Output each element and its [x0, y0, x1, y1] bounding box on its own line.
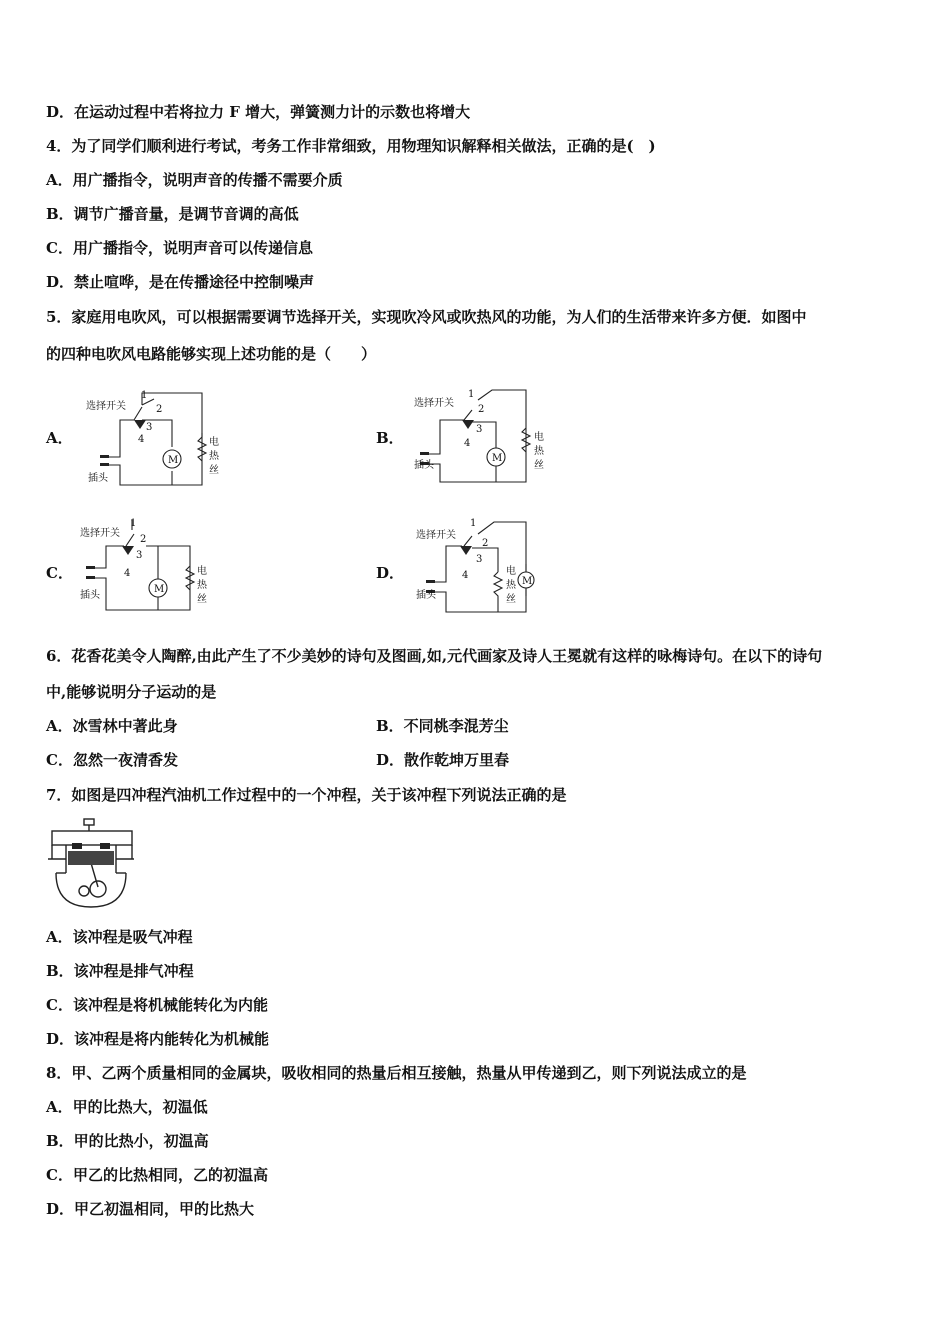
plug-label: 插头	[80, 590, 100, 601]
motor-label: M	[168, 455, 179, 466]
svg-text:热: 热	[534, 446, 544, 457]
svg-text:2: 2	[140, 534, 147, 545]
svg-text:2: 2	[156, 404, 163, 415]
circuit-diagram-d	[412, 516, 562, 616]
svg-text:4: 4	[138, 434, 145, 445]
q5-option-c-label: C．	[46, 564, 73, 582]
plug-label: 插头	[88, 473, 108, 484]
q4-option-b: B．调节广播音量，是调节音调的高低	[46, 205, 299, 223]
svg-text:电: 电	[534, 432, 544, 443]
svg-text:丝: 丝	[534, 460, 544, 471]
q6-stem-line2: 中,能够说明分子运动的是	[46, 683, 217, 701]
svg-text:1: 1	[130, 518, 137, 529]
q6-option-a: A．冰雪林中著此身	[46, 717, 178, 735]
switch-label: 选择开关	[80, 528, 120, 539]
q6-option-d: D．散作乾坤万里春	[376, 751, 510, 769]
switch-label: 选择开关	[86, 401, 126, 412]
q3-option-d: D．在运动过程中若将拉力 F 增大，弹簧测力计的示数也将增大	[46, 103, 471, 121]
q4-option-a: A．用广播指令，说明声音的传播不需要介质	[46, 171, 343, 189]
svg-text:1: 1	[470, 518, 477, 529]
switch-label: 选择开关	[414, 398, 454, 409]
svg-text:2: 2	[478, 404, 485, 415]
q6-option-c: C．忽然一夜清香发	[46, 751, 178, 769]
q7-stem: 7．如图是四冲程汽油机工作过程中的一个冲程，关于该冲程下列说法正确的是	[46, 786, 567, 804]
svg-text:3: 3	[146, 422, 153, 433]
svg-text:丝: 丝	[506, 594, 516, 605]
q8-stem: 8．甲、乙两个质量相同的金属块，吸收相同的热量后相互接触，热量从甲传递到乙，则下列说法成立的是	[46, 1064, 747, 1082]
engine-cylinder-diagram	[46, 815, 136, 911]
svg-text:4: 4	[464, 438, 471, 449]
svg-text:电: 电	[506, 566, 516, 577]
motor-label: M	[522, 576, 533, 587]
circuit-diagram-c	[76, 516, 226, 616]
svg-text:丝: 丝	[209, 465, 219, 476]
q8-option-a: A．甲的比热大，初温低	[46, 1098, 208, 1116]
q5-option-d-label: D．	[376, 564, 405, 582]
svg-text:热: 热	[209, 451, 219, 462]
svg-text:3: 3	[136, 550, 143, 561]
q7-option-b: B．该冲程是排气冲程	[46, 962, 194, 980]
svg-text:3: 3	[476, 424, 483, 435]
svg-text:电: 电	[209, 437, 219, 448]
q4-option-d: D．禁止喧哗，是在传播途径中控制噪声	[46, 273, 315, 291]
q4-stem: 4．为了同学们顺利进行考试，考务工作非常细致，用物理知识解释相关做法，正确的是( )	[46, 137, 656, 155]
q5-option-a-label: A．	[46, 429, 73, 447]
q7-option-c: C．该冲程是将机械能转化为内能	[46, 996, 268, 1014]
switch-label: 选择开关	[416, 530, 456, 541]
q6-stem-line1: 6．花香花美令人陶醉,由此产生了不少美妙的诗句及图画,如,元代画家及诗人王冕就有这样的咏梅诗句。在以下的诗句	[46, 647, 823, 665]
q6-option-b: B．不同桃李混芳尘	[376, 717, 509, 735]
plug-label: 插头	[416, 590, 436, 601]
svg-text:热: 热	[197, 580, 207, 591]
q5-stem-line1: 5．家庭用电吹风，可以根据需要调节选择开关，实现吹冷风或吹热风的功能，为人们的生活带来许多方便．如图中	[46, 308, 807, 326]
q7-option-d: D．该冲程是将内能转化为机械能	[46, 1030, 270, 1048]
svg-text:电: 电	[197, 566, 207, 577]
svg-text:3: 3	[476, 554, 483, 565]
q5-stem-line2: 的四种电吹风电路能够实现上述功能的是（ ）	[46, 345, 377, 363]
q5-option-b-label: B．	[376, 429, 404, 447]
q4-option-c: C．用广播指令，说明声音可以传递信息	[46, 239, 313, 257]
motor-label: M	[492, 453, 503, 464]
q8-option-b: B．甲的比热小，初温高	[46, 1132, 209, 1150]
svg-text:热: 热	[506, 580, 516, 591]
svg-text:1: 1	[141, 390, 148, 401]
circuit-diagram-a	[80, 385, 230, 490]
svg-text:4: 4	[124, 568, 131, 579]
motor-label: M	[154, 584, 165, 595]
circuit-diagram-b	[410, 382, 560, 487]
svg-text:2: 2	[482, 538, 489, 549]
svg-text:丝: 丝	[197, 594, 207, 605]
svg-text:4: 4	[462, 570, 469, 581]
svg-text:1: 1	[468, 389, 475, 400]
q7-option-a: A．该冲程是吸气冲程	[46, 928, 193, 946]
plug-label: 插头	[414, 460, 434, 471]
q8-option-d: D．甲乙初温相同，甲的比热大	[46, 1200, 255, 1218]
q8-option-c: C．甲乙的比热相同，乙的初温高	[46, 1166, 268, 1184]
